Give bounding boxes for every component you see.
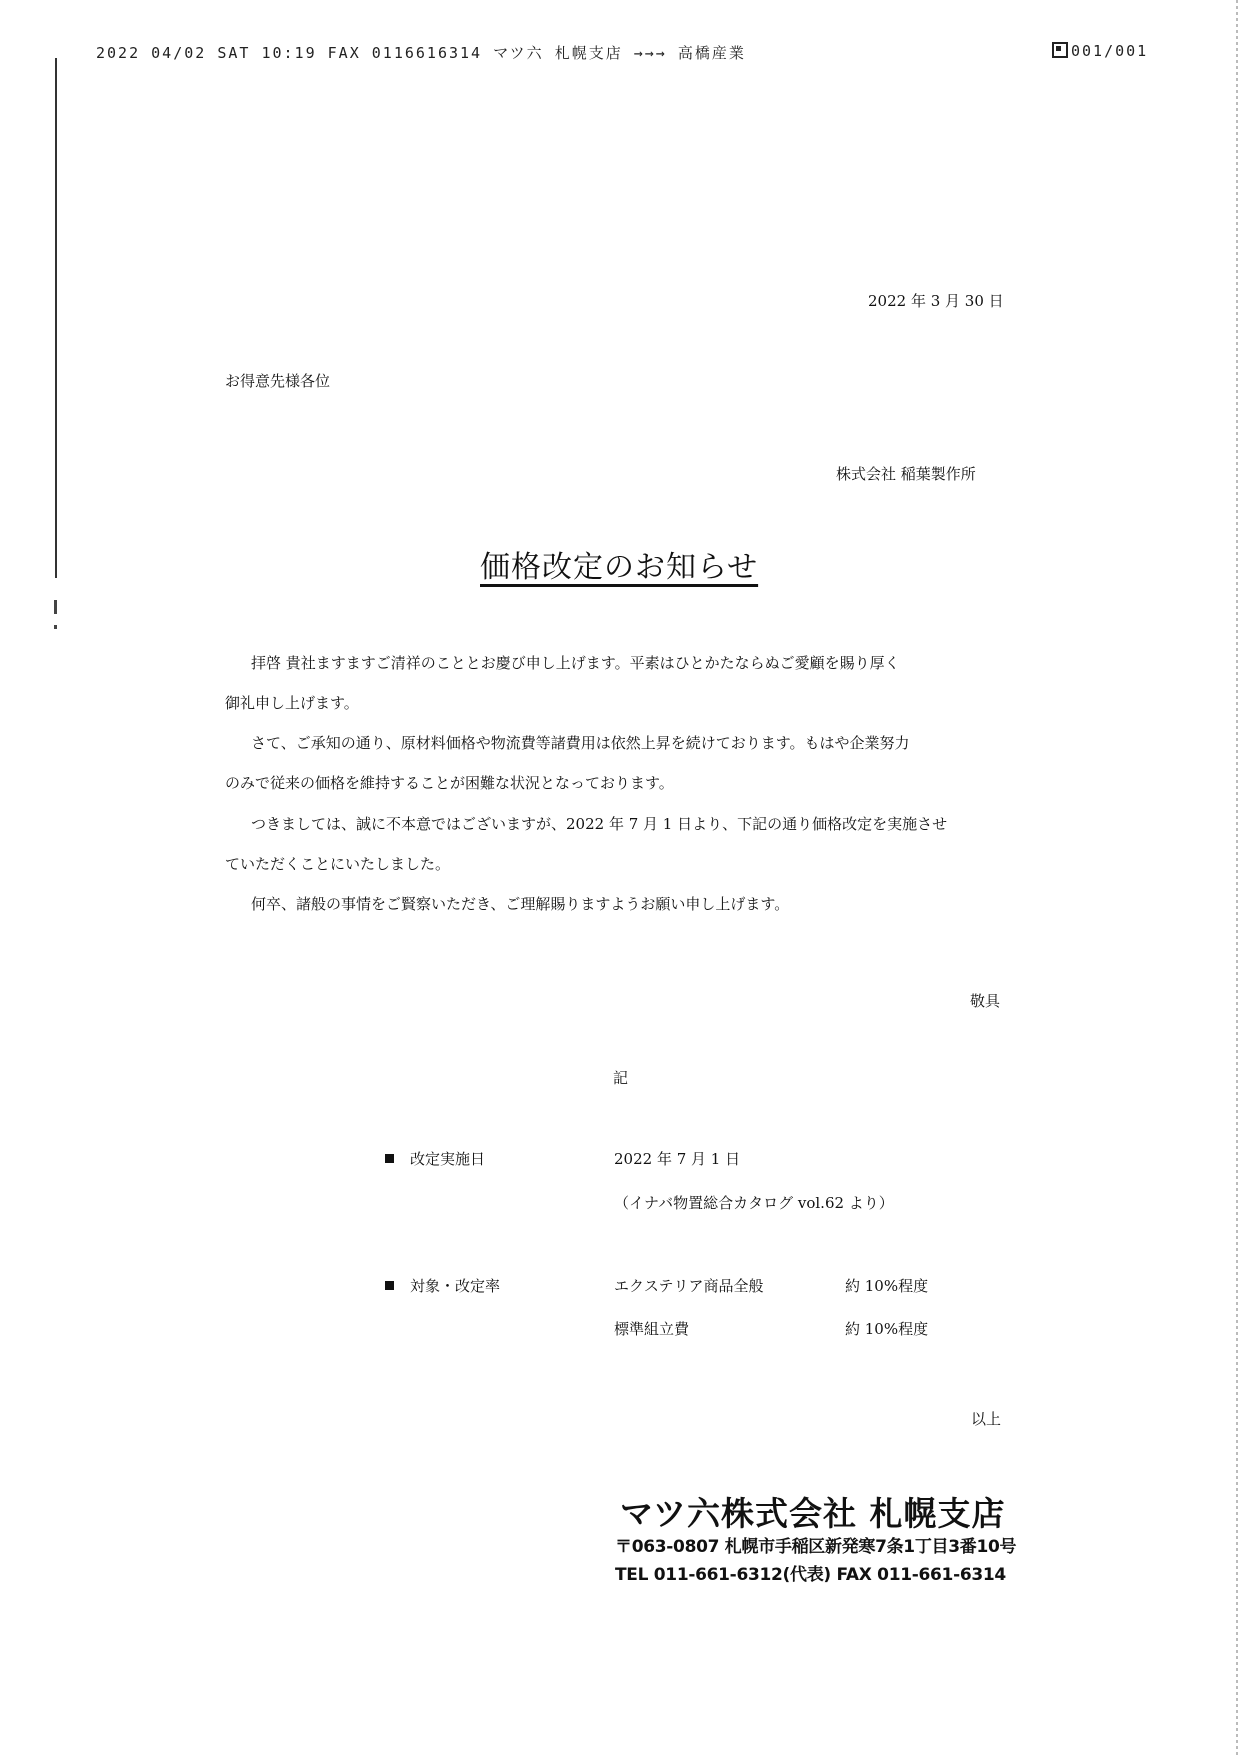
letter-date: 2022 年 3 月 30 日	[868, 292, 1004, 310]
effective-date-note: （イナバ物置総合カタログ vol.62 より）	[614, 1194, 894, 1212]
company-stamp-address: 〒063-0807 札幌市手稲区新発寒7条1丁目3番10号	[615, 1537, 1017, 1557]
company-stamp-contact: TEL 011-661-6312(代表) FAX 011-661-6314	[615, 1565, 1006, 1585]
body-paragraph: 拝啓 貴社ますますご清祥のこととお慶び申し上げます。平素はひとかたならぬご愛顧を賜り厚く	[251, 654, 900, 672]
closing-keigu: 敬具	[970, 992, 1001, 1010]
target-name: エクステリア商品全般	[614, 1277, 764, 1295]
effective-date-value: 2022 年 7 月 1 日	[614, 1150, 741, 1168]
body-paragraph: さて、ご承知の通り、原材料価格や物流費等諸費用は依然上昇を続けております。もはや企業努力	[251, 734, 910, 752]
body-paragraph: ていただくことにいたしました。	[225, 855, 451, 873]
closing-ijou: 以上	[971, 1410, 1002, 1428]
body-paragraph: 御礼申し上げます。	[225, 694, 359, 712]
scan-edge	[1236, 0, 1238, 1755]
bullet-square-icon	[385, 1154, 394, 1163]
body-paragraph: つきましては、誠に不本意ではございますが、2022 年 7 月 1 日より、下記の通り価格改定を実施させ	[251, 815, 948, 833]
company-stamp-name: マツ六株式会社 札幌支店	[620, 1494, 1006, 1533]
recipient: お得意先様各位	[225, 372, 331, 390]
document-title: 価格改定のお知らせ	[480, 550, 759, 585]
scan-mark	[54, 625, 57, 629]
target-name: 標準組立費	[614, 1320, 690, 1338]
body-paragraph: のみで従来の価格を維持することが困難な状況となっております。	[225, 774, 674, 792]
ki-heading: 記	[613, 1069, 629, 1087]
scan-margin-line	[55, 58, 57, 578]
effective-date-label: 改定実施日	[385, 1148, 485, 1169]
target-label: 対象・改定率	[385, 1275, 500, 1296]
bullet-square-icon	[385, 1281, 394, 1290]
fax-page-number	[1052, 42, 1148, 60]
target-rate: 約 10%程度	[845, 1320, 929, 1338]
sender: 株式会社 稲葉製作所	[836, 465, 976, 483]
body-paragraph: 何卒、諸般の事情をご賢察いただき、ご理解賜りますようお願い申し上げます。	[251, 895, 790, 913]
page-number-text: 001/001	[1071, 42, 1149, 60]
target-rate: 約 10%程度	[845, 1277, 929, 1295]
fax-icon	[1052, 42, 1068, 58]
fax-header: 2022 04/02 SAT 10:19 FAX 0116616314 マツ六 札幌支店 →→→ 高橋産業	[96, 44, 746, 62]
scan-mark	[54, 600, 57, 614]
